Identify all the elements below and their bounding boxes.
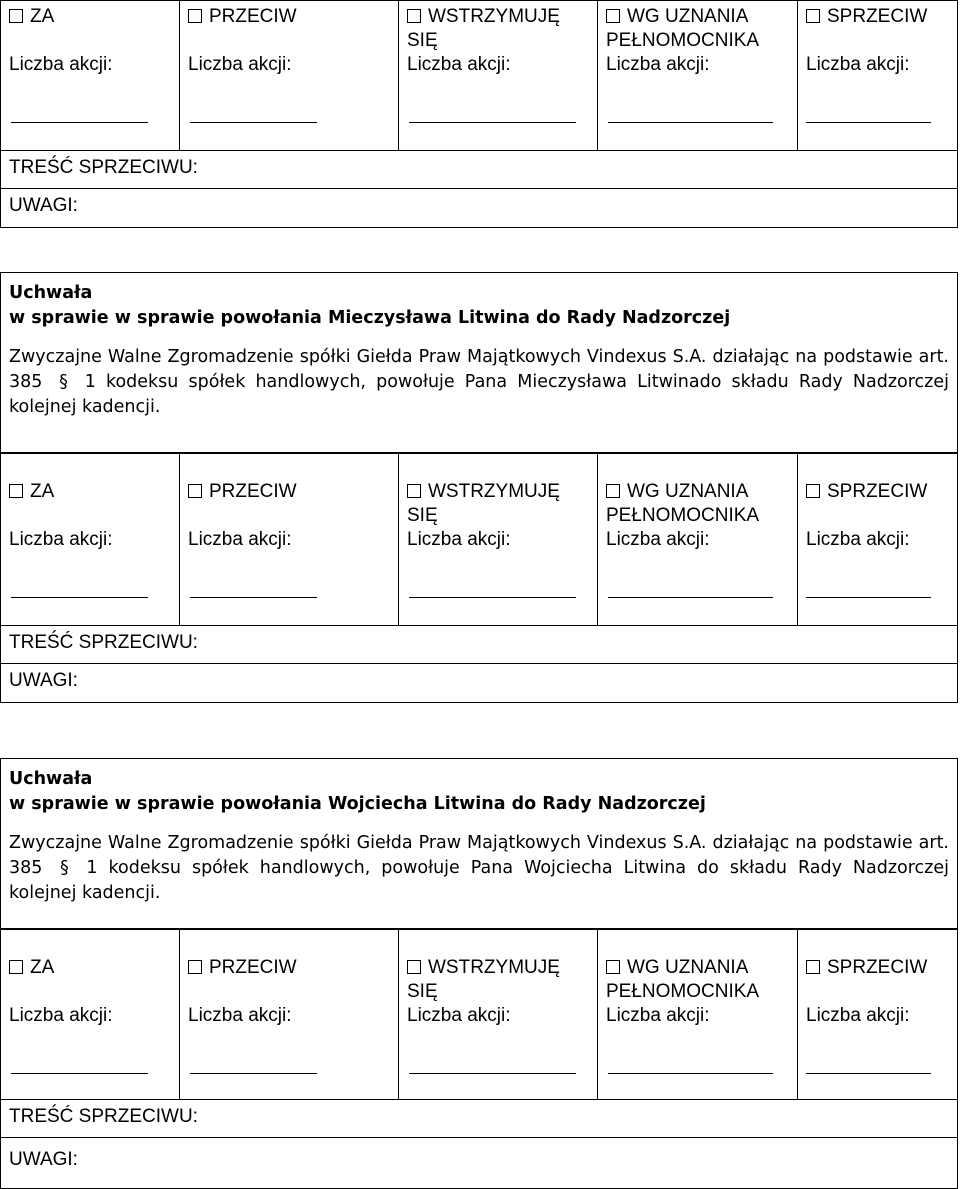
vote-option-za[interactable] [1, 454, 180, 625]
vote-option-wstrzymuje[interactable] [399, 454, 598, 625]
resolution-body-part1: Zwyczajne Walne Zgromadzenie spółki Giełda Praw Majątkowych Vindexus S.A. działając na podstawie art. 385 [9, 347, 949, 392]
resolution-2 [0, 758, 958, 929]
vote-option-przeciw[interactable] [180, 454, 399, 625]
vote-option-sprzeciw[interactable] [798, 1, 957, 150]
wg-uznania-label-2: PEŁNOMOCNIKA [606, 30, 760, 51]
shares-input-line[interactable] [409, 122, 576, 123]
resolution-body-part2: 1 kodeksu spółek handlowych, powołuje Pana Mieczysława Litwinado składu Rady Nadzorczej kolejnej kadencji. [9, 372, 949, 417]
vote-option-za[interactable] [1, 1, 180, 150]
vote-option-sprzeciw[interactable] [798, 930, 957, 1099]
shares-label: Liczba akcji: [9, 529, 113, 550]
checkbox-icon[interactable] [188, 9, 202, 23]
checkbox-icon[interactable] [606, 9, 620, 23]
checkbox-icon[interactable] [806, 960, 820, 974]
checkbox-icon[interactable] [606, 484, 620, 498]
remarks-row[interactable]: UWAGI: [9, 670, 78, 691]
shares-input-line[interactable] [608, 1073, 773, 1074]
checkbox-icon[interactable] [606, 960, 620, 974]
checkbox-icon[interactable] [407, 9, 421, 23]
shares-label: Liczba akcji: [806, 529, 910, 550]
resolution-subject: w sprawie w sprawie powołania Wojciecha Litwina do Rady Nadzorczej [9, 794, 706, 814]
przeciw-label: PRZECIW [209, 6, 297, 27]
resolution-1 [0, 272, 958, 453]
checkbox-icon[interactable] [806, 484, 820, 498]
wstrzymuje-label-2: SIĘ [407, 981, 438, 1002]
shares-label: Liczba akcji: [9, 1005, 113, 1026]
wstrzymuje-label-2: SIĘ [407, 30, 438, 51]
shares-input-line[interactable] [608, 597, 773, 598]
vote-option-przeciw[interactable] [180, 930, 399, 1099]
vote-option-przeciw[interactable] [180, 1, 399, 150]
shares-label: Liczba akcji: [188, 1005, 292, 1026]
shares-label: Liczba akcji: [806, 54, 910, 75]
vote-options-row [1, 1, 957, 151]
checkbox-icon[interactable] [806, 9, 820, 23]
wstrzymuje-label: WSTRZYMUJĘ [428, 481, 560, 502]
shares-label: Liczba akcji: [9, 54, 113, 75]
shares-label: Liczba akcji: [188, 54, 292, 75]
resolution-body-part1: Zwyczajne Walne Zgromadzenie spółki Giełda Praw Majątkowych Vindexus S.A. działając na podstawie art. 385 [9, 833, 949, 878]
wstrzymuje-label: WSTRZYMUJĘ [428, 6, 560, 27]
wg-uznania-label: WG UZNANIA [627, 957, 749, 978]
vote-option-wg-uznania[interactable] [598, 1, 798, 150]
przeciw-label: PRZECIW [209, 957, 297, 978]
shares-input-line[interactable] [190, 122, 317, 123]
shares-input-line[interactable] [409, 1073, 576, 1074]
sprzeciw-label: SPRZECIW [827, 957, 928, 978]
wg-uznania-label-2: PEŁNOMOCNIKA [606, 981, 760, 1002]
shares-label: Liczba akcji: [407, 1005, 511, 1026]
shares-label: Liczba akcji: [407, 529, 511, 550]
vote-option-wg-uznania[interactable] [598, 930, 798, 1099]
shares-label: Liczba akcji: [407, 54, 511, 75]
objection-content-row[interactable]: TREŚĆ SPRZECIWU: [1, 626, 957, 664]
przeciw-label: PRZECIW [209, 481, 297, 502]
checkbox-icon[interactable] [407, 960, 421, 974]
section-sign-icon: § [59, 372, 68, 392]
shares-input-line[interactable] [11, 1073, 148, 1074]
checkbox-icon[interactable] [407, 484, 421, 498]
section-sign-icon: § [60, 858, 69, 878]
remarks-row[interactable]: UWAGI: [9, 1149, 78, 1170]
resolution-heading: Uchwała [9, 283, 93, 303]
checkbox-icon[interactable] [188, 960, 202, 974]
vote-options-row [1, 930, 957, 1100]
vote-table-2 [0, 453, 958, 703]
shares-input-line[interactable] [190, 597, 317, 598]
vote-option-wstrzymuje[interactable] [399, 930, 598, 1099]
wstrzymuje-label-2: SIĘ [407, 505, 438, 526]
shares-input-line[interactable] [11, 122, 148, 123]
wstrzymuje-label: WSTRZYMUJĘ [428, 957, 560, 978]
vote-option-wstrzymuje[interactable] [399, 1, 598, 150]
wg-uznania-label: WG UZNANIA [627, 6, 749, 27]
resolution-body [9, 831, 949, 906]
vote-option-sprzeciw[interactable] [798, 454, 957, 625]
wg-uznania-label: WG UZNANIA [627, 481, 749, 502]
checkbox-icon[interactable] [188, 484, 202, 498]
shares-input-line[interactable] [806, 122, 931, 123]
vote-options-row [1, 454, 957, 626]
shares-label: Liczba akcji: [606, 529, 710, 550]
za-label: ZA [30, 481, 55, 502]
wg-uznania-label-2: PEŁNOMOCNIKA [606, 505, 760, 526]
resolution-subject: w sprawie w sprawie powołania Mieczysława Litwina do Rady Nadzorczej [9, 308, 731, 328]
checkbox-icon[interactable] [9, 484, 23, 498]
vote-option-za[interactable] [1, 930, 180, 1099]
vote-table-1 [0, 0, 958, 228]
shares-input-line[interactable] [806, 1073, 931, 1074]
vote-option-wg-uznania[interactable] [598, 454, 798, 625]
vote-table-3 [0, 929, 958, 1189]
resolution-body [9, 345, 949, 420]
shares-input-line[interactable] [806, 597, 931, 598]
objection-content-row[interactable]: TREŚĆ SPRZECIWU: [1, 151, 957, 189]
checkbox-icon[interactable] [9, 9, 23, 23]
za-label: ZA [30, 6, 55, 27]
resolution-heading: Uchwała [9, 769, 93, 789]
shares-input-line[interactable] [11, 597, 148, 598]
za-label: ZA [30, 957, 55, 978]
sprzeciw-label: SPRZECIW [827, 481, 928, 502]
objection-content-row[interactable]: TREŚĆ SPRZECIWU: [1, 1100, 957, 1138]
sprzeciw-label: SPRZECIW [827, 6, 928, 27]
shares-label: Liczba akcji: [606, 1005, 710, 1026]
shares-input-line[interactable] [190, 1073, 317, 1074]
shares-input-line[interactable] [608, 122, 773, 123]
shares-label: Liczba akcji: [806, 1005, 910, 1026]
shares-label: Liczba akcji: [606, 54, 710, 75]
shares-label: Liczba akcji: [188, 529, 292, 550]
resolution-body-part2: 1 kodeksu spółek handlowych, powołuje Pana Wojciecha Litwina do składu Rady Nadzorczej kolejnej kadencji. [9, 858, 949, 903]
remarks-row[interactable]: UWAGI: [9, 195, 78, 216]
checkbox-icon[interactable] [9, 960, 23, 974]
shares-input-line[interactable] [409, 597, 576, 598]
